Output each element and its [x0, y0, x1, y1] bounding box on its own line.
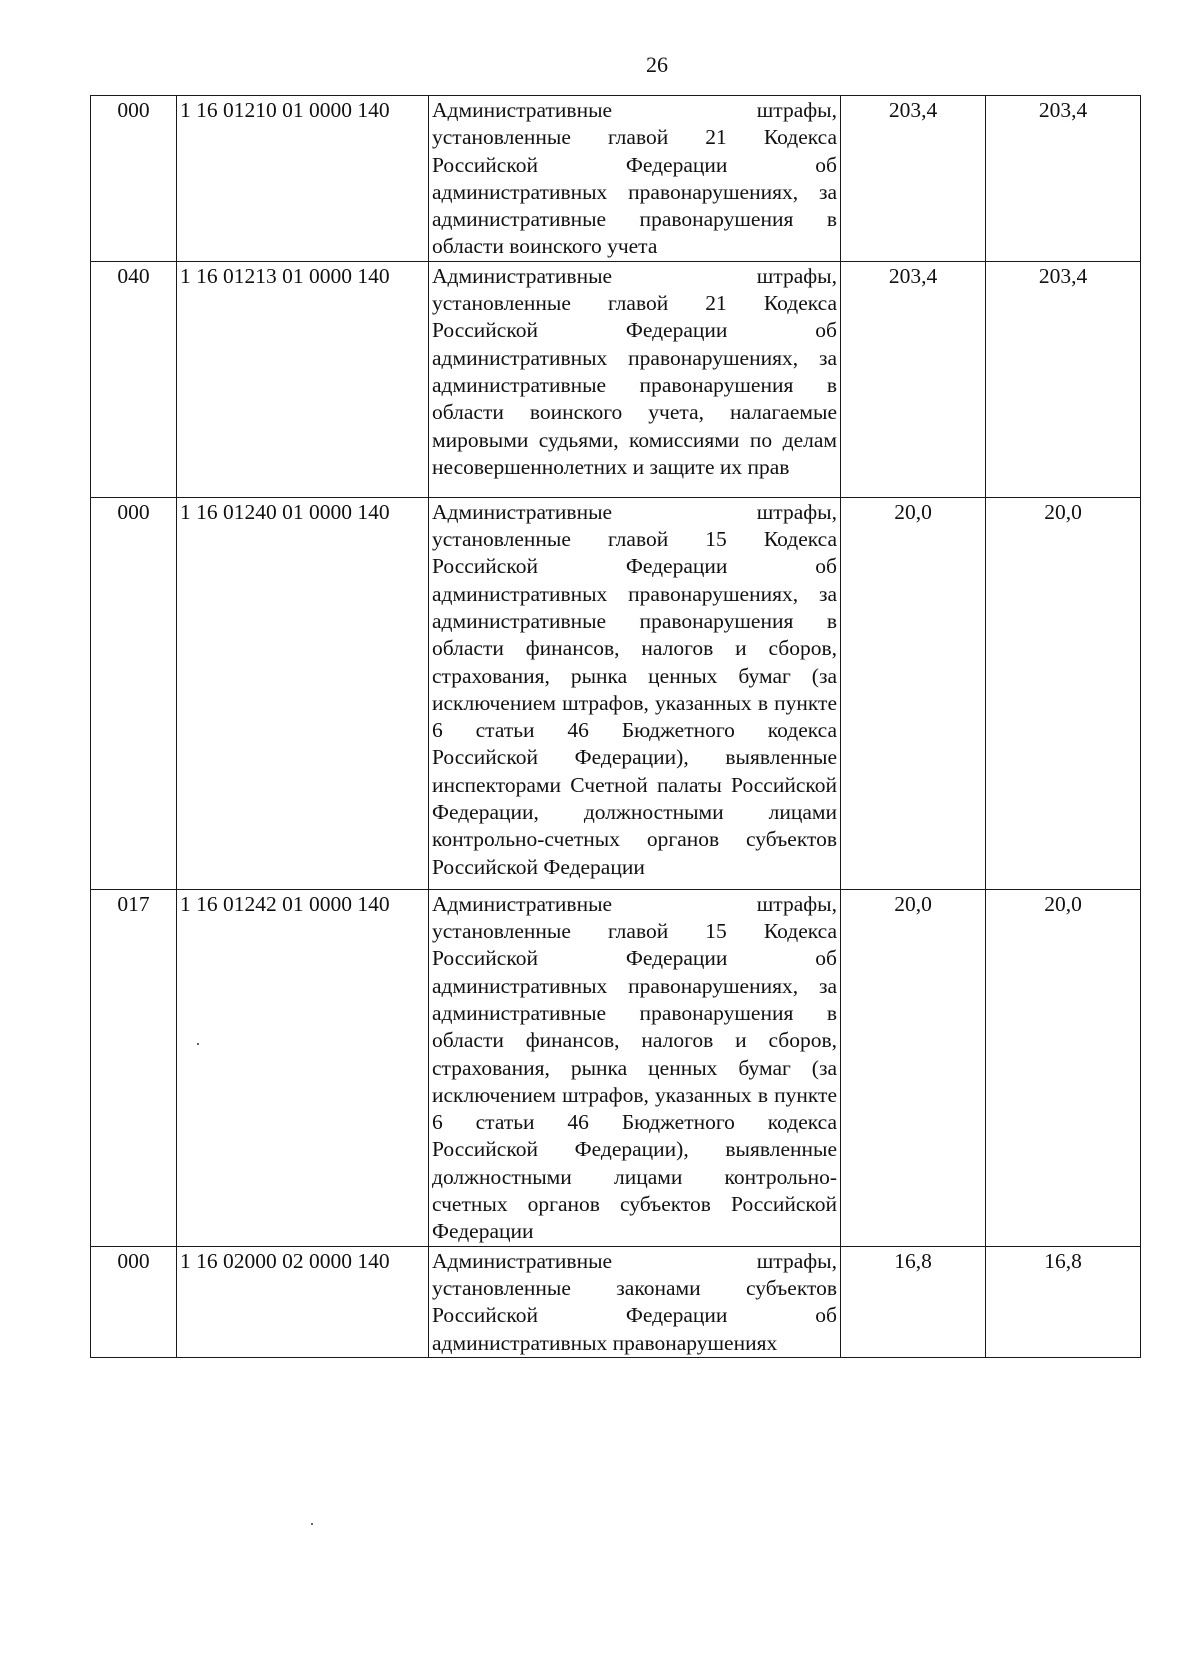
- budget-code-cell: 1 16 01213 01 0000 140: [177, 261, 429, 497]
- amount-cell-1: 203,4: [841, 96, 986, 262]
- budget-code-cell: 1 16 01240 01 0000 140: [177, 497, 429, 889]
- admin-code-cell: 000: [91, 1246, 177, 1357]
- table-body: [91, 96, 1141, 1358]
- admin-code-cell: 000: [91, 96, 177, 262]
- amount-cell-2: 16,8: [986, 1246, 1141, 1357]
- budget-code-cell: 1 16 02000 02 0000 140: [177, 1246, 429, 1357]
- table-row: [91, 1246, 1141, 1357]
- amount-cell-1: 20,0: [841, 889, 986, 1246]
- revenue-name-cell: Административные штрафы, установленные законами субъектов Российской Федерации об административных правонарушениях: [429, 1246, 841, 1357]
- scan-speck: [197, 1043, 199, 1045]
- scan-speck: [311, 1523, 313, 1525]
- budget-code-cell: 1 16 01242 01 0000 140: [177, 889, 429, 1246]
- admin-code-cell: 017: [91, 889, 177, 1246]
- budget-code-cell: 1 16 01210 01 0000 140: [177, 96, 429, 262]
- page-number: 26: [646, 52, 668, 77]
- amount-cell-2: 203,4: [986, 96, 1141, 262]
- amount-cell-2: 203,4: [986, 261, 1141, 497]
- admin-code-cell: 000: [91, 497, 177, 889]
- amount-cell-1: 20,0: [841, 497, 986, 889]
- amount-cell-2: 20,0: [986, 889, 1141, 1246]
- budget-table: [90, 95, 1141, 1358]
- revenue-name-cell: Административные штрафы, установленные главой 21 Кодекса Российской Федерации об административных правонарушениях, за административные правонарушения в области воинского учета: [429, 96, 841, 262]
- amount-cell-1: 203,4: [841, 261, 986, 497]
- table-row: [91, 261, 1141, 497]
- revenue-name-cell: Административные штрафы, установленные главой 15 Кодекса Российской Федерации об административных правонарушениях, за административные правонарушения в области финансов, налогов и сборов, страхования, рынка ценных бумаг (за исключением штрафов, указанных в пункте 6 статьи 46 Бюджетного кодекса Российской Федерации), выявленные инспекторами Счетной палаты Российской Федерации, должностными лицами контрольно-счетных органов субъектов Российской Федерации: [429, 497, 841, 889]
- admin-code-cell: 040: [91, 261, 177, 497]
- amount-cell-1: 16,8: [841, 1246, 986, 1357]
- revenue-name-cell: Административные штрафы, установленные главой 15 Кодекса Российской Федерации об административных правонарушениях, за административные правонарушения в области финансов, налогов и сборов, страхования, рынка ценных бумаг (за исключением штрафов, указанных в пункте 6 статьи 46 Бюджетного кодекса Российской Федерации), выявленные должностными лицами контрольно-счетных органов субъектов Российской Федерации: [429, 889, 841, 1246]
- table-row: [91, 889, 1141, 1246]
- amount-cell-2: 20,0: [986, 497, 1141, 889]
- revenue-name-cell: Административные штрафы, установленные главой 21 Кодекса Российской Федерации об административных правонарушениях, за административные правонарушения в области воинского учета, налагаемые мировыми судьями, комиссиями по делам несовершеннолетних и защите их прав: [429, 261, 841, 497]
- table-row: [91, 96, 1141, 262]
- table-row: [91, 497, 1141, 889]
